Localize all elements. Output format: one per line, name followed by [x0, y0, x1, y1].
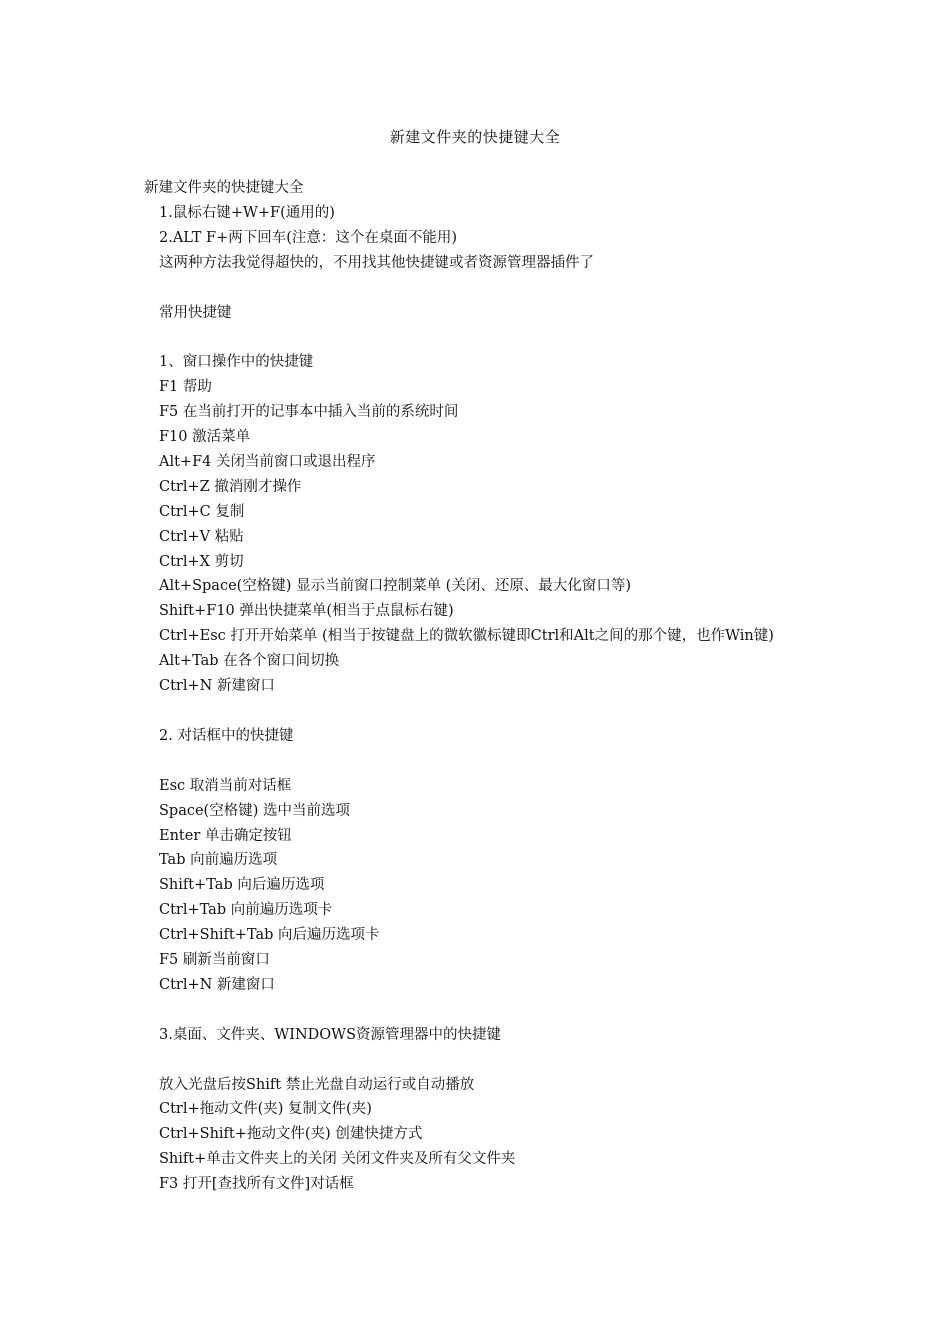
list-item: F5 在当前打开的记事本中插入当前的系统时间 [159, 404, 459, 421]
section-3-heading: 3.桌面、文件夹、WINDOWS资源管理器中的快捷键 [159, 1026, 502, 1043]
section-2-heading: 2. 对话框中的快捷键 [159, 727, 294, 744]
list-item: F5 刷新当前窗口 [159, 952, 270, 969]
list-item: Ctrl+N 新建窗口 [159, 678, 275, 695]
list-item: F3 打开[查找所有文件]对话框 [159, 1176, 354, 1193]
list-item: F1 帮助 [159, 379, 212, 396]
list-item: Ctrl+N 新建窗口 [159, 976, 275, 993]
intro-comment: 这两种方法我觉得超快的，不用找其他快捷键或者资源管理器插件了 [159, 254, 594, 271]
list-item: Alt+Tab 在各个窗口间切换 [159, 653, 340, 670]
intro-heading: 新建文件夹的快捷键大全 [144, 180, 304, 196]
document-body [144, 176, 804, 1197]
common-shortcuts-heading: 常用快捷键 [159, 304, 232, 321]
list-item: Shift+F10 弹出快捷菜单(相当于点鼠标右键) [159, 603, 454, 620]
list-item: Ctrl+Shift+拖动文件(夹) 创建快捷方式 [159, 1126, 423, 1143]
intro-method-2: 2.ALT F+两下回车(注意：这个在桌面不能用) [159, 229, 458, 246]
intro-method-1: 1.鼠标右键+W+F(通用的) [159, 204, 335, 221]
list-item: Esc 取消当前对话框 [159, 777, 292, 794]
list-item: Ctrl+拖动文件(夹) 复制文件(夹) [159, 1101, 372, 1118]
list-item: Tab 向前遍历选项 [159, 852, 278, 869]
list-item: Ctrl+Shift+Tab 向后遍历选项卡 [159, 927, 380, 944]
list-item: Shift+Tab 向后遍历选项 [159, 877, 325, 894]
list-item: Alt+Space(空格键) 显示当前窗口控制菜单 (关闭、还原、最大化窗口等) [159, 578, 631, 595]
list-item: 放入光盘后按Shift 禁止光盘自动运行或自动播放 [159, 1076, 475, 1093]
spacer [144, 998, 804, 1023]
spacer [144, 749, 804, 774]
list-item: Space(空格键) 选中当前选项 [159, 802, 350, 819]
list-item: F10 激活菜单 [159, 429, 251, 446]
list-item: Enter 单击确定按钮 [159, 827, 292, 844]
list-item: Ctrl+C 复制 [159, 503, 245, 520]
section-1-heading: 1、窗口操作中的快捷键 [159, 354, 314, 371]
spacer [144, 276, 804, 301]
spacer [144, 1048, 804, 1073]
list-item: Ctrl+Z 撤消刚才操作 [159, 478, 302, 495]
list-item: Ctrl+X 剪切 [159, 553, 244, 570]
list-item: Ctrl+V 粘贴 [159, 528, 244, 545]
list-item: Ctrl+Tab 向前遍历选项卡 [159, 902, 333, 919]
list-item: Alt+F4 关闭当前窗口或退出程序 [159, 453, 376, 470]
document-title: 新建文件夹的快捷键大全 [389, 128, 561, 146]
spacer [144, 325, 804, 350]
list-item: Shift+单击文件夹上的关闭 关闭文件夹及所有父文件夹 [159, 1151, 516, 1168]
spacer [144, 699, 804, 724]
list-item: Ctrl+Esc 打开开始菜单 (相当于按键盘上的微软徽标键即Ctrl和Alt之间的那个键，也作Win键) [159, 628, 774, 645]
